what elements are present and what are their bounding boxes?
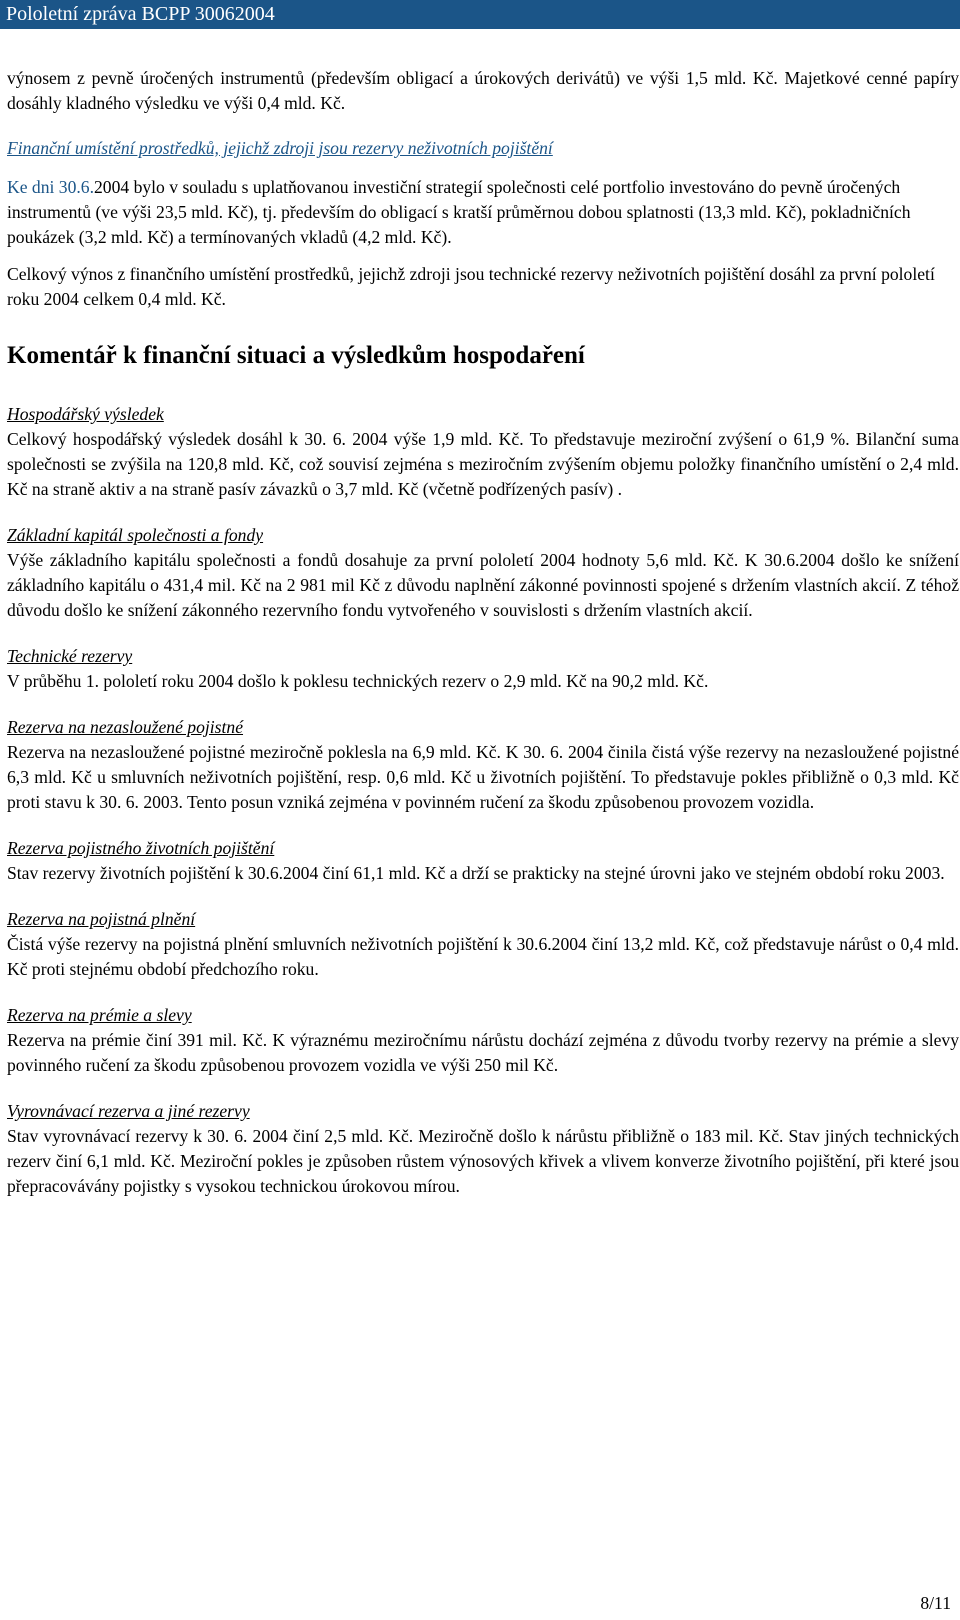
section-title: Základní kapitál společnosti a fondy xyxy=(7,525,264,545)
section-text: Stav vyrovnávací rezervy k 30. 6. 2004 činí 2,5 mld. Kč. Meziročně došlo k nárůstu přibližně o 183 mil. Kč. Stav jiných technických rezerv činí 6,1 mld. Kč. Meziroční pokles je způsoben růstem výnosových křivek a vlivem konverze životního pojištění, při které jsou přepracovávány pojistky s vysokou technickou úrokovou mírou. xyxy=(7,1126,959,1196)
section-text: V průběhu 1. pololetí roku 2004 došlo k poklesu technických rezerv o 2,9 mld. Kč na 90,2 mld. Kč. xyxy=(7,671,709,691)
page-number: 8/11 xyxy=(920,1593,951,1613)
section-title: Hospodářský výsledek xyxy=(7,404,164,424)
placement-paragraph-1-text: 2004 bylo v souladu s uplatňovanou investiční strategií společnosti celé portfolio investováno do pevně úročených instrumentů (ve výši 23,5 mld. Kč), tj. především do obligací s kratší průměrnou dobou splatnosti (13,3 mld. Kč), pokladničních poukázek (3,2 mld. Kč) a termínovaných vkladů (4,2 mld. Kč). xyxy=(7,177,911,247)
section-title: Vyrovnávací rezerva a jiné rezervy xyxy=(7,1101,250,1121)
placement-date-highlight: Ke dni 30.6. xyxy=(7,177,94,197)
section-economic-result xyxy=(7,402,959,502)
section-text: Čistá výše rezervy na pojistná plnění smluvních neživotních pojištění k 30.6.2004 činí 13,2 mld. Kč, což představuje nárůst o 0,4 mld. Kč proti stejnému období předchozího roku. xyxy=(7,934,959,979)
section-title: Rezerva na pojistná plnění xyxy=(7,909,196,929)
section-bonus-reserve xyxy=(7,1003,959,1078)
document-body xyxy=(7,66,959,1199)
section-unearned-premium-reserve xyxy=(7,715,959,815)
section-title: Rezerva na nezasloužené pojistné xyxy=(7,717,244,737)
section-text: Rezerva na prémie činí 391 mil. Kč. K výraznému meziročnímu nárůstu dochází zejména z důvodu tvorby rezervy na prémie a slevy povinného ručení za škodu způsobenou provozem vozidla ve výši 250 mil Kč. xyxy=(7,1030,959,1075)
section-title: Rezerva na prémie a slevy xyxy=(7,1005,192,1025)
placement-paragraph-2: Celkový výnos z finančního umístění prostředků, jejichž zdroji jsou technické rezervy neživotních pojištění dosáhl za první pololetí roku 2004 celkem 0,4 mld. Kč. xyxy=(7,264,935,309)
section-text: Výše základního kapitálu společnosti a fondů dosahuje za první pololetí 2004 hodnoty 5,6 mld. Kč. K 30.6.2004 došlo ke snížení základního kapitálu o 431,4 mil. Kč na 2 981 mil Kč z důvodu naplnění zákonné povinnosti spojené s držením vlastních akcií. Z téhož důvodu došlo ke snížení zákonného rezervního fondu vytvořeného v souvislosti s držením vlastních akcií. xyxy=(7,550,959,620)
section-title: Rezerva pojistného životních pojištění xyxy=(7,838,275,858)
section-text: Rezerva na nezasloužené pojistné meziročně poklesla na 6,9 mld. Kč. K 30. 6. 2004 činila čistá výše rezervy na nezasloužené pojistné 6,3 mld. Kč u smluvních neživotních pojištění, resp. 0,6 mld. Kč u životních pojištění. To představuje pokles přibližně o 0,3 mld. Kč proti stavu k 30. 6. 2003. Tento posun vzniká zejména v povinném ručení za škodu způsobenou provozem vozidla. xyxy=(7,742,959,812)
section-title: Technické rezervy xyxy=(7,646,133,666)
placement-paragraph-1 xyxy=(7,175,959,250)
commentary-heading: Komentář k finanční situaci a výsledkům hospodaření xyxy=(7,342,585,369)
section-technical-reserves xyxy=(7,644,959,694)
placement-section-title: Finanční umístění prostředků, jejichž zdroji jsou rezervy neživotních pojištění xyxy=(7,138,553,158)
section-claims-reserve xyxy=(7,907,959,982)
section-text: Stav rezervy životních pojištění k 30.6.2004 činí 61,1 mld. Kč a drží se prakticky na stejné úrovni jako ve stejném období roku 2003. xyxy=(7,863,945,883)
section-equalization-reserve xyxy=(7,1099,959,1199)
section-life-insurance-reserve xyxy=(7,836,959,886)
section-text: Celkový hospodářský výsledek dosáhl k 30. 6. 2004 výše 1,9 mld. Kč. To představuje meziroční zvýšení o 61,9 %. Bilanční suma společnosti se zvýšila na 120,8 mld. Kč, což souvisí zejména s meziročním zvýšením objemu položky finančního umístění o 2,4 mld. Kč na straně aktiv a na straně pasív závazků o 3,7 mld. Kč (včetně podřízených pasív) . xyxy=(7,429,959,499)
page-header xyxy=(0,0,960,29)
section-share-capital xyxy=(7,523,959,623)
intro-paragraph: výnosem z pevně úročených instrumentů (především obligací a úrokových derivátů) ve výši 1,5 mld. Kč. Majetkové cenné papíry dosáhly kladného výsledku ve výši 0,4 mld. Kč. xyxy=(7,68,959,113)
document-title: Pololetní zpráva BCPP 30062004 xyxy=(6,3,275,25)
